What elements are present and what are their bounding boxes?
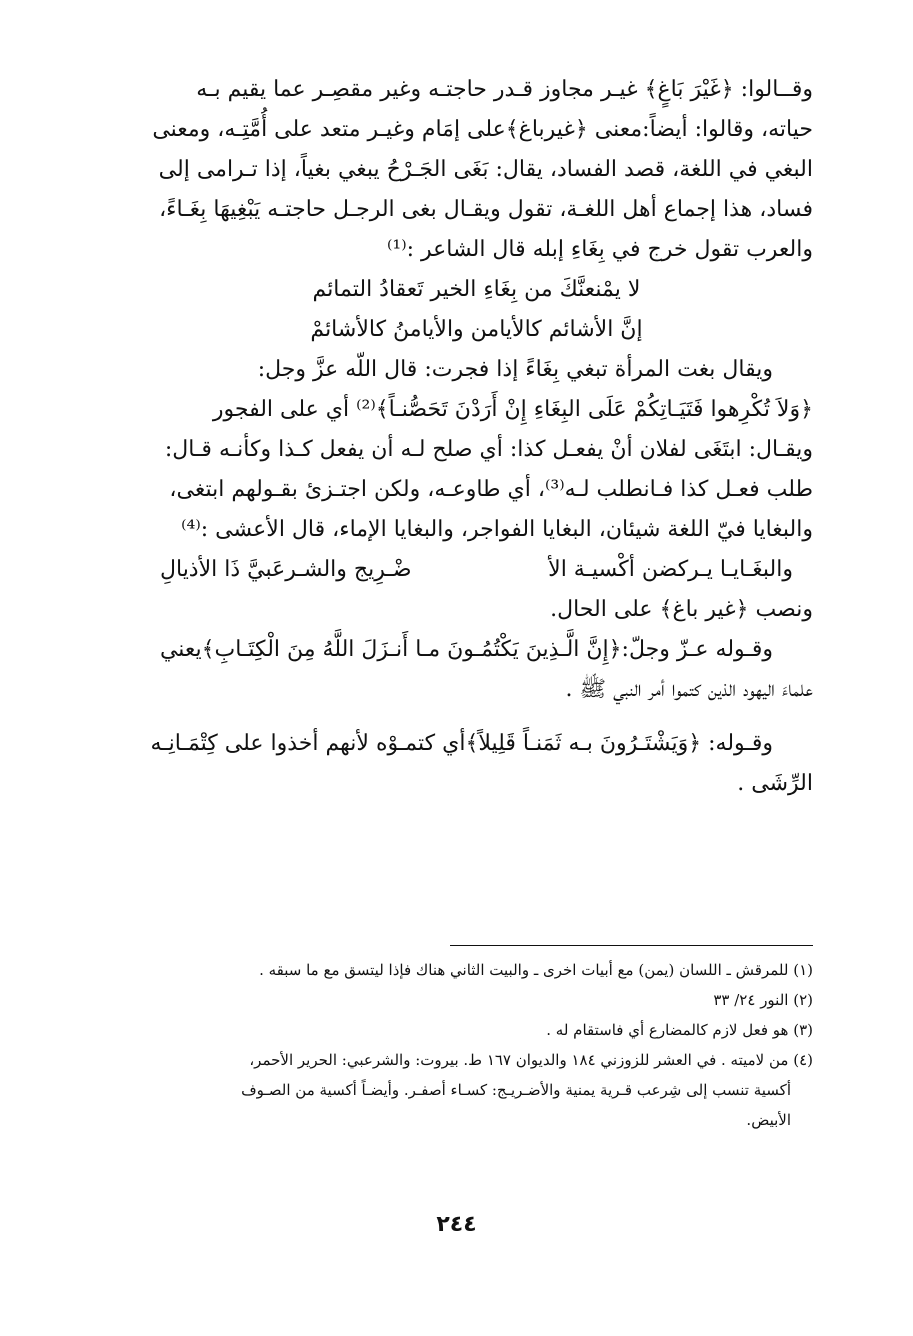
footnote: (١) للمرقش ـ اللسان (يمن) مع أبيات اخرى ـ والبيت الثاني هناك فإذا ليتسق مع ما سبقه . xyxy=(259,961,813,979)
text-line: ونصب ﴿غير باغ﴾ على الحال. xyxy=(550,597,813,622)
footnote-divider xyxy=(450,945,813,946)
text-line: ﴿وَلاَ تُكْرِهوا فَتَيَـاتِكُمْ عَلَى البِغَاءِ إِنْ أَرَدْنَ تَحَصُّنـاً﴾⁽²⁾ أي على الفجور xyxy=(212,397,813,422)
text-line: والعرب تقول خرج في بِغَاءِ إبله قال الشاعر :⁽¹⁾ xyxy=(386,237,813,262)
verse-line: إنَّ الأشائم كالأيامن والأيامنُ كالأشائمْ xyxy=(310,317,643,342)
text-line: حياته، وقالوا: أيضاً:معنى ﴿غيرباغ﴾على إمَام وغيـر متعد على أُمَّتِـه، ومعنى xyxy=(152,117,813,142)
text-line: فساد، هذا إجماع أهل اللغـة، تقول ويقـال بغى الرجـل حاجتـه يَبْغِيهَا بِغَـاءً، xyxy=(159,197,813,222)
footnote-continuation: الأبيض. xyxy=(746,1111,791,1129)
paragraph-gap xyxy=(100,710,813,724)
footnote: (٢) النور ٢٤/ ٣٣ xyxy=(713,991,813,1009)
verse-hemistich-left: ضْـرِيج والشـرعَبيَّ ذَا الأذيالِ xyxy=(160,557,412,582)
verse-line xyxy=(100,550,813,590)
text-line: علماءَ اليهود الذين كتموا أمر النبي ﷺ . xyxy=(565,677,813,702)
footnote: (٣) هو فعل لازم كالمضارع أي فاستقام له . xyxy=(546,1021,813,1039)
text-line: الرِّشَى . xyxy=(737,771,813,796)
text-line: وقـوله عـزّ وجلّ:﴿إِنَّ الَّـذِينَ يَكْتُمُـونَ مـا أَنـزَلَ اللَّهُ مِنَ الْكِتَـابِ﴾يعني xyxy=(159,637,773,662)
text-line: ويقال بغت المرأة تبغي بِغَاءً إذا فجرت: قال اللّه عزَّ وجل: xyxy=(257,357,773,382)
footnotes xyxy=(100,955,813,1135)
main-text xyxy=(100,70,813,804)
text-line: البغي في اللغة، قصد الفساد، يقال: بَغَى الجَـرْحُ يبغي بغياً، إذا تـرامى إلى xyxy=(158,157,813,182)
footnote: (٤) من لاميته . في العشر للزوزني ١٨٤ والديوان ١٦٧ ط. بيروت: والشرعبي: الحرير الأحمر، xyxy=(249,1051,813,1069)
text-line: طلب فعـل كذا فـانطلب لـه⁽³⁾، أي طاوعـه، ولكن اجتـزئ بقـولهم ابتغى، xyxy=(169,477,813,502)
page-number: ٢٤٤ xyxy=(436,1212,477,1237)
verse-line: لا يمْنعنَّكَ من بِغَاءِ الخير تَعقادُ التمائم xyxy=(312,277,641,302)
text-line: ويقـال: ابتَغَى لفلان أنْ يفعـل كذا: أي صلح لـه أن يفعل كـذا وكأنـه قـال: xyxy=(164,437,813,462)
footnote-continuation: أكسية تنسب إلى شِرعب قـرية يمنية والأضـريـج: كسـاء أصفـر. وأيضـاً أكسية من الصـوف xyxy=(241,1081,791,1099)
text-line: والبغايا فيّ اللغة شيئان، البغايا الفواجر، والبغايا الإماء، قال الأعشى :⁽⁴⁾ xyxy=(181,517,813,542)
text-line: وقـوله: ﴿وَيَشْتَـرُونَ بـه ثَمَنـاً قَلِيلاً﴾أي كتمـوْه لأنهم أخذوا على كِتْمَـانِـه xyxy=(150,731,773,756)
text-line: وقــالوا: ﴿غَيْرَ بَاغٍ﴾ غيـر مجاوز قـدر حاجتـه وغير مقصِـر عما يقيم بـه xyxy=(196,77,813,102)
verse-hemistich-right: والبغَـايـا يـركضن أكْسيـة الأ xyxy=(548,557,793,582)
